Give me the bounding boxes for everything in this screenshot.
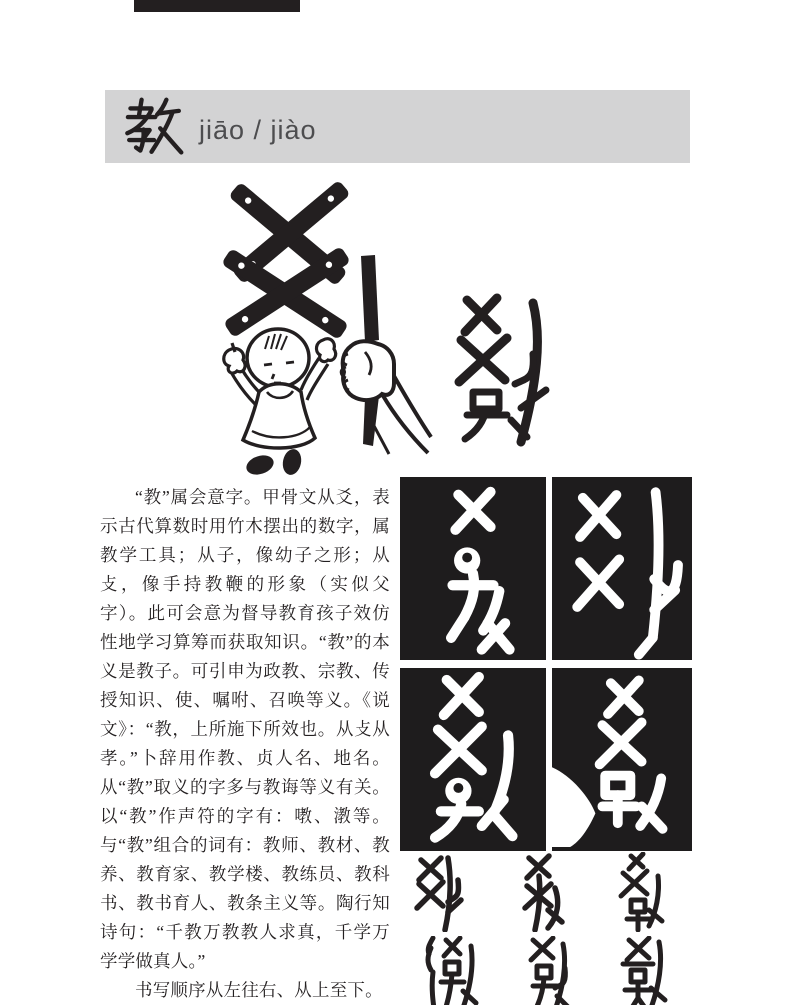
- entry-body-text: [100, 483, 390, 1005]
- child-figure-icon: [224, 329, 336, 478]
- oracle-glyph-3: [400, 668, 546, 851]
- seal-variant-6: [612, 936, 674, 1005]
- hand-with-rod-icon: [341, 255, 431, 454]
- top-black-bar: [134, 0, 300, 12]
- oracle-glyph-4: [552, 668, 692, 851]
- oracle-rubbing-1: [400, 477, 546, 660]
- entry-header: [105, 90, 690, 163]
- rubbing-damage-spot: [552, 767, 595, 847]
- oracle-rubbing-3: [400, 668, 546, 851]
- oracle-glyph-1: [400, 477, 546, 660]
- seal-variant-5: [518, 936, 580, 1005]
- oracle-rubbing-4: [552, 668, 692, 851]
- headword-glyph-jiao: [123, 96, 185, 158]
- paragraph-writing-order: 书写顺序从左往右、从上至下。: [135, 980, 383, 1000]
- seal-variant-4: [422, 936, 484, 1005]
- counting-rods-icon: [221, 180, 351, 340]
- oracle-glyph-2: [552, 477, 692, 660]
- oracle-rubbing-2: [552, 477, 692, 660]
- bronze-script-jiao-icon: [459, 298, 546, 442]
- main-illustration: [215, 168, 585, 480]
- seal-variant-1: [410, 852, 472, 932]
- pinyin-label: jiāo / jiào: [199, 115, 317, 145]
- seal-variant-3: [612, 852, 674, 932]
- paragraph-etymology: “教”属会意字。甲骨文从爻，表示古代算数时用竹木摆出的数字，属教学工具；从子，像幼子之形；从攴，像手持教鞭的形象（实似父字）。此可会意为督导教育孩子效仿性地学习算筹而获取知识。“教”的本义是教子。可引申为政教、宗教、传授知识、使、嘱咐、召唤等义。《说文》：“教，上所施下所效也。从攴从孝。”卜辞用作教、贞人名、地名。从“教”取义的字多与教诲等义有关。以“教”作声符的字有：嘋、漖等。与“教”组合的词有：教师、教材、教养、教育家、教学楼、教练员、教科书、教书育人、教条主义等。陶行知诗句：“千教万教教人求真，千学万学学做真人。”: [100, 487, 390, 971]
- seal-variant-2: [514, 852, 576, 932]
